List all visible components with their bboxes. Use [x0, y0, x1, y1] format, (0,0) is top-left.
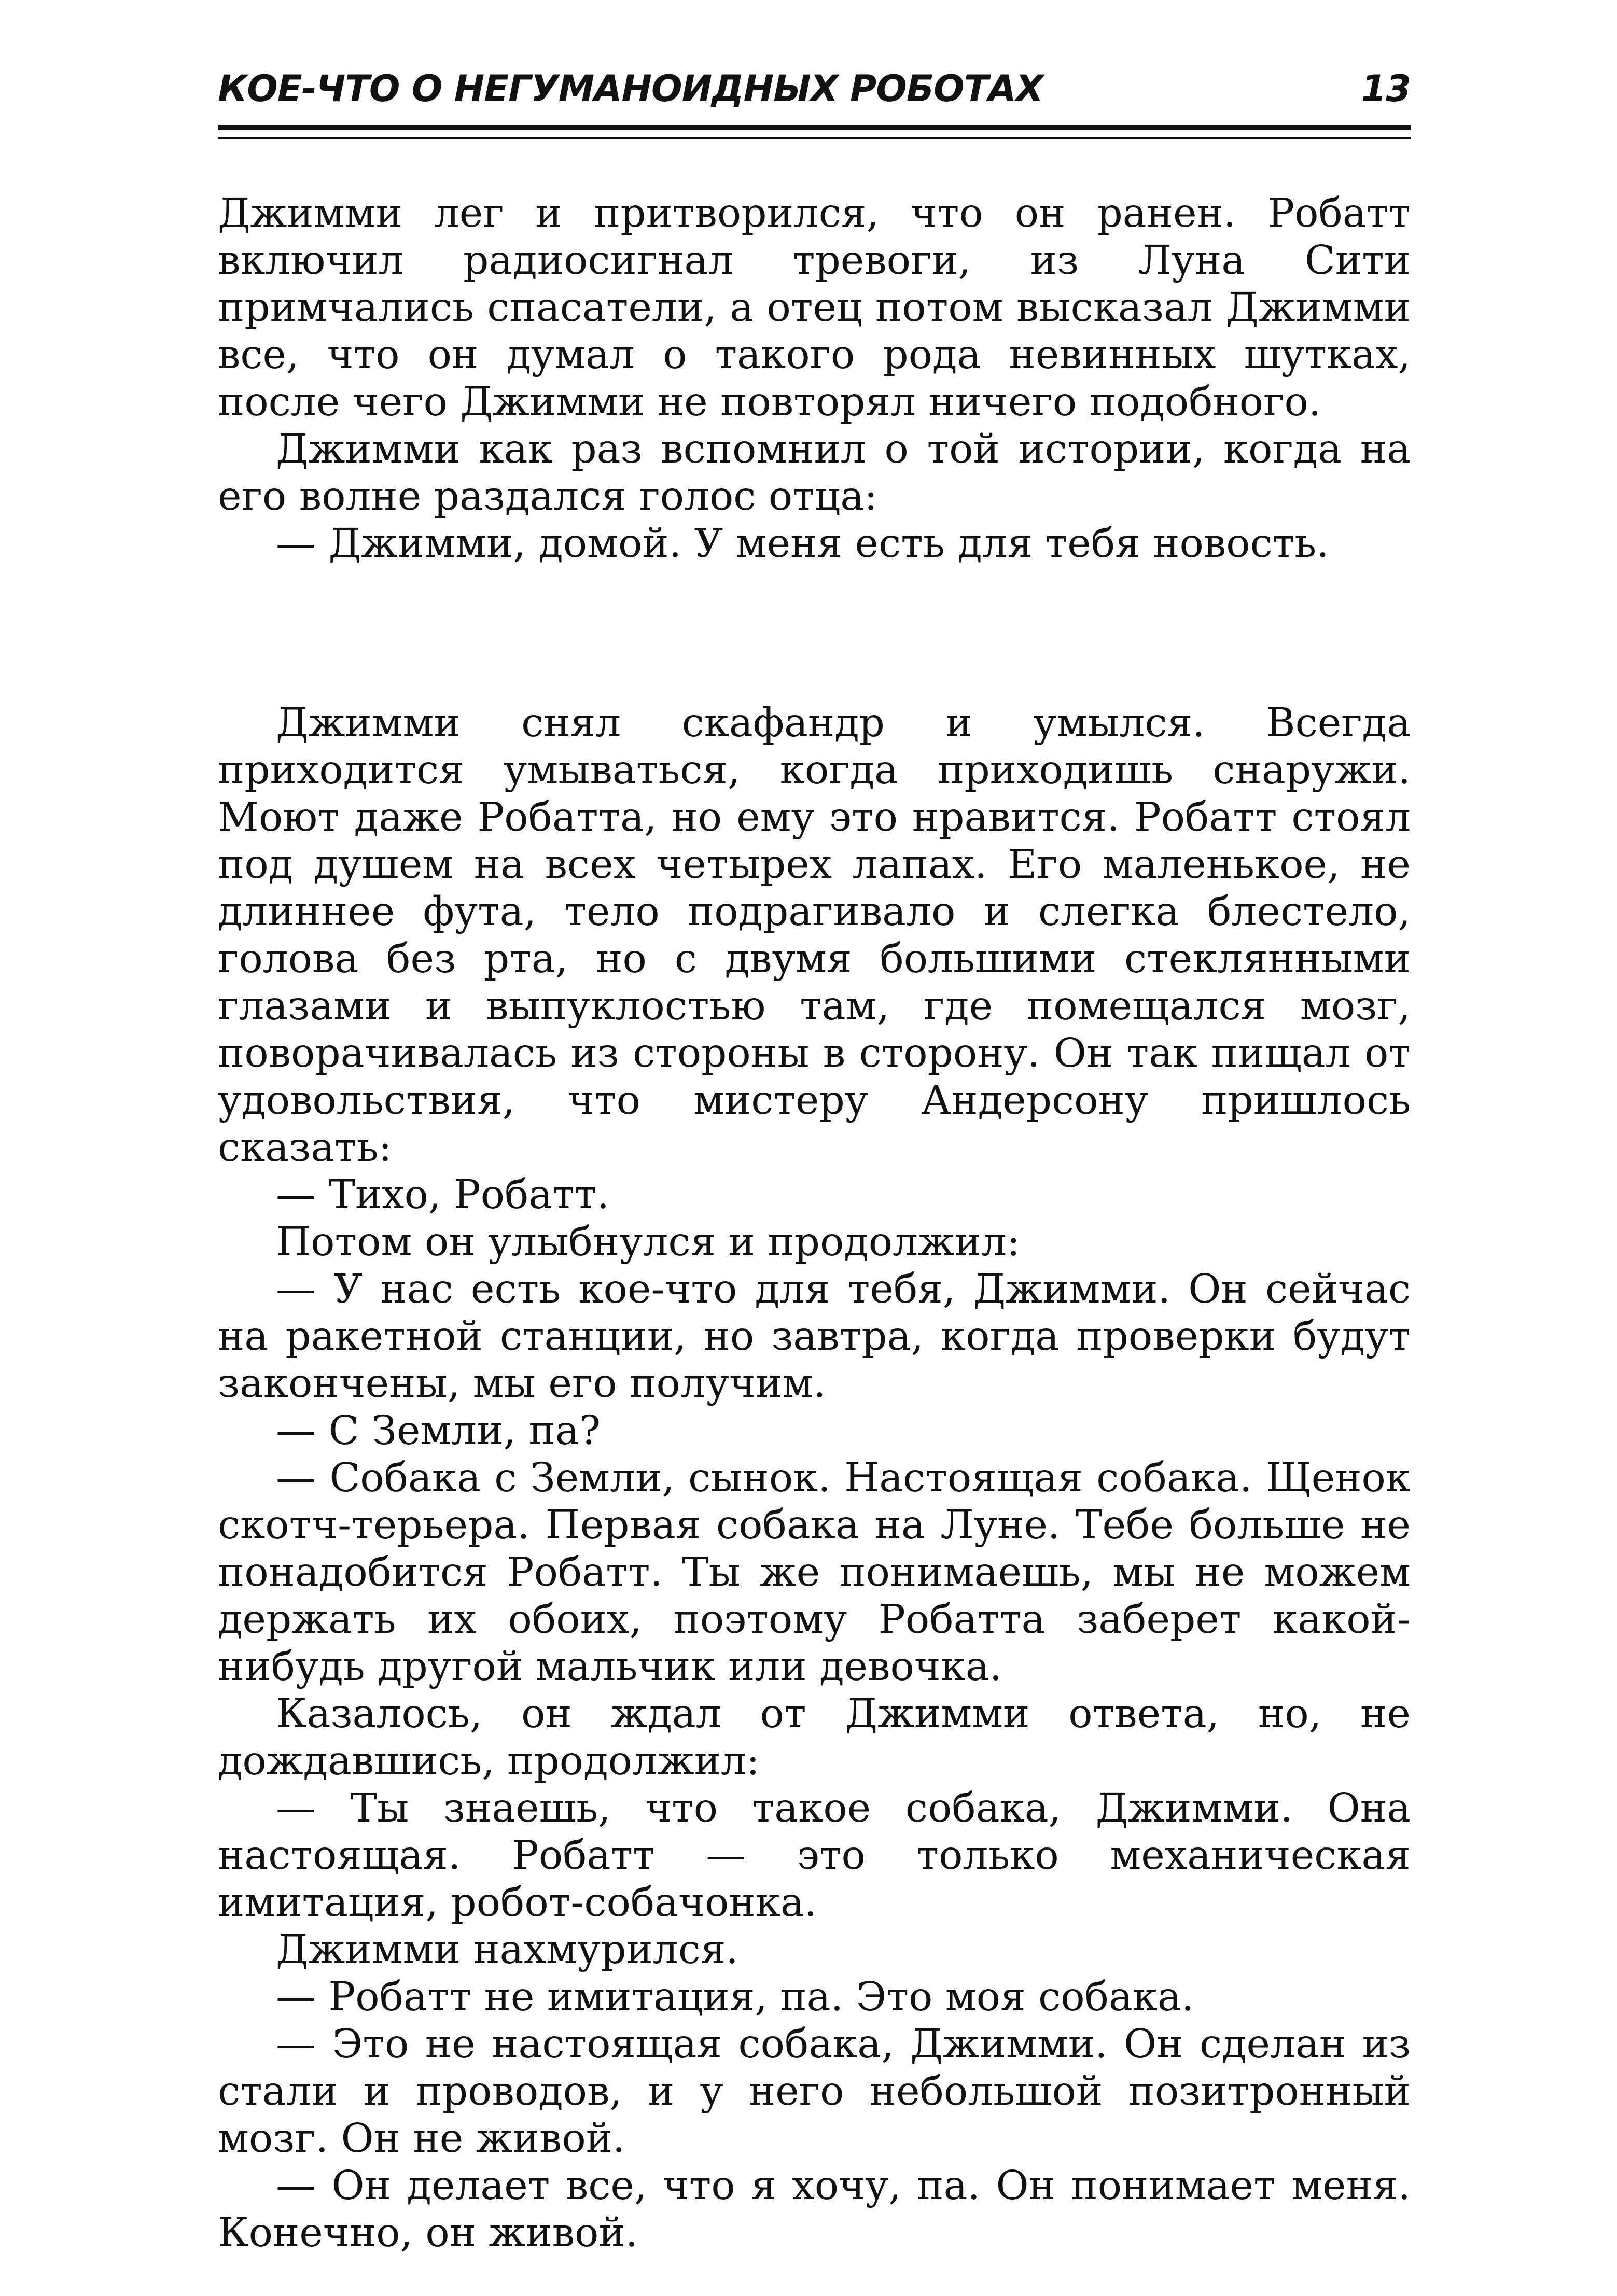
- page-number: 13: [1361, 67, 1411, 110]
- header-rule-thick: [218, 125, 1411, 130]
- paragraph: Джимми лег и притворился, что он ранен. Робатт включил радиосигнал тревоги, из Луна Сити примчались спасатели, а отец потом высказал Джимми все, что он думал о такого рода невинных шутках, после чего Джимми не повторял ничего подобного.: [218, 190, 1411, 425]
- paragraph: Джимми как раз вспомнил о той истории, когда на его волне раздался голос отца:: [218, 426, 1411, 520]
- running-title: КОЕ-ЧТО О НЕГУМАНОИДНЫХ РОБОТАХ: [218, 67, 1043, 110]
- dialogue-line: — Он делает все, что я хочу, па. Он понимает меня. Конечно, он живой.: [218, 2163, 1411, 2256]
- section-break: [218, 567, 1411, 699]
- dialogue-line: — Это не настоящая собака, Джимми. Он сделан из стали и проводов, и у него небольшой позитронный мозг. Он не живой.: [218, 2021, 1411, 2162]
- dialogue-line: — Собака с Земли, сынок. Настоящая собака. Щенок скотч-терьера. Первая собака на Луне. Тебе больше не понадобится Робатт. Ты же понимаешь, мы не можем держать их обоих, поэтому Робатта заберет какой-нибудь другой мальчик или девочка.: [218, 1455, 1411, 1690]
- paragraph: Джимми снял скафандр и умылся. Всегда приходится умываться, когда приходишь снаружи. Моют даже Робатта, но ему это нравится. Робатт стоял под душем на всех четырех лапах. Его маленькое, не длиннее фута, тело подрагивало и слегка блестело, голова без рта, но с двумя большими стеклянными глазами и выпуклостью там, где помещался мозг, поворачивалась из стороны в сторону. Он так пищал от удовольствия, что мистеру Андерсону пришлось сказать:: [218, 700, 1411, 1171]
- dialogue-line: — С Земли, па?: [276, 1408, 601, 1454]
- running-head: [218, 67, 1411, 124]
- paragraph: Потом он улыбнулся и продолжил:: [276, 1219, 1021, 1265]
- section-2: [218, 699, 1411, 2257]
- dialogue-line: — Робатт не имитация, па. Это моя собака.: [276, 1974, 1194, 2020]
- book-page: [218, 67, 1411, 2256]
- dialogue-line: — Джимми, домой. У меня есть для тебя новость.: [276, 521, 1329, 567]
- dialogue-line: — У нас есть кое-что для тебя, Джимми. Он сейчас на ракетной станции, но завтра, когда проверки будут закончены, мы его получим.: [218, 1266, 1411, 1407]
- dialogue-line: — Ты знаешь, что такое собака, Джимми. Она настоящая. Робатт — это только механическая имитация, робот-собачонка.: [218, 1785, 1411, 1926]
- section-1: [218, 190, 1411, 567]
- dialogue-line: — Тихо, Робатт.: [276, 1172, 609, 1218]
- body-text: [218, 190, 1411, 2257]
- paragraph: Казалось, он ждал от Джимми ответа, но, не дождавшись, продолжил:: [218, 1691, 1411, 1784]
- paragraph: Джимми нахмурился.: [276, 1927, 738, 1973]
- header-rule-thin: [218, 137, 1411, 139]
